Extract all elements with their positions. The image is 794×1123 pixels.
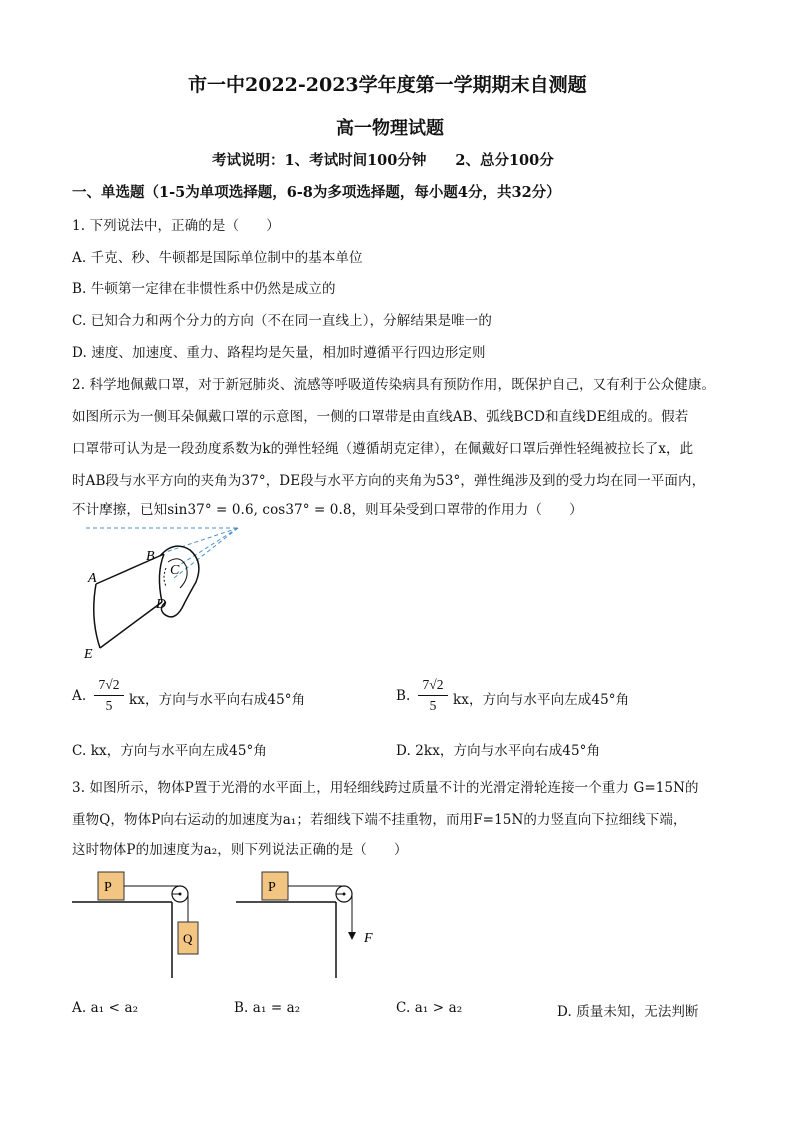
q2-option-a-label: A. — [72, 688, 87, 704]
q3-option-a: A. a₁ < a₂ — [72, 1000, 139, 1016]
q2-option-a-text: kx，方向与水平向右成45°角 — [129, 692, 306, 708]
label-a: A — [88, 571, 97, 586]
label-d: D — [156, 597, 167, 612]
ear-mask-figure — [78, 522, 258, 664]
q2-option-c: C. kx，方向与水平向左成45°角 — [72, 743, 267, 759]
q1-option-c: C. 已知合力和两个分力的方向（不在同一直线上），分解结果是唯一的 — [72, 313, 492, 329]
q2-line-5: 不计摩擦，已知sin37° = 0.6, cos37° = 0.8，则耳朵受到口罩带的作用力（ ） — [72, 502, 583, 518]
q2-option-b-fraction — [418, 677, 448, 714]
q1-option-b: B. 牛顿第一定律在非惯性系中仍然是成立的 — [72, 281, 336, 297]
q2-option-a-numerator: 7√2 — [98, 677, 120, 692]
q3-option-c: C. a₁ > a₂ — [396, 1000, 463, 1016]
q1-stem: 1. 下列说法中，正确的是（ ） — [72, 218, 280, 234]
q2-option-b-label: B. — [396, 688, 411, 704]
q3-line-2: 重物Q，物体P向右运动的加速度为a₁；若细线下端不挂重物，而用F=15N的力竖直向下拉细线下端， — [72, 812, 687, 828]
q3-line-3: 这时物体P的加速度为a₂，则下列说法正确的是（ ） — [72, 842, 408, 858]
block-q-label: Q — [183, 931, 193, 946]
label-c: C — [170, 563, 180, 578]
q2-option-a-denominator: 5 — [105, 698, 113, 713]
section-heading: 一、单选题（1-5为单项选择题，6-8为多项选择题，每小题4分，共32分） — [72, 184, 561, 201]
page-subtitle: 高一物理试题 — [336, 118, 444, 139]
q1-option-d: D. 速度、加速度、重力、路程均是矢量，相加时遵循平行四边形定则 — [72, 345, 486, 361]
page-title: 市一中2022-2023学年度第一学期期末自测题 — [188, 74, 587, 96]
pulley-figure-hanging-weight — [72, 870, 202, 982]
q2-line-4: 时AB段与水平方向的夹角为37°，DE段与水平方向的夹角为53°，弹性绳涉及到的受力均在同一平面内， — [72, 473, 706, 489]
block-p-label: P — [104, 880, 112, 895]
exam-note: 考试说明：1、考试时间100分钟 2、总分100分 — [212, 152, 554, 169]
force-f-label: F — [364, 931, 373, 946]
q2-line-3: 口罩带可认为是一段劲度系数为k的弹性轻绳（遵循胡克定律），在佩戴好口罩后弹性轻绳被拉长了x，此 — [72, 441, 694, 457]
q3-option-b: B. a₁ = a₂ — [234, 1000, 301, 1016]
q2-option-b-numerator: 7√2 — [422, 677, 444, 692]
q2-line-2: 如图所示为一侧耳朵佩戴口罩的示意图，一侧的口罩带是由直线AB、弧线BCD和直线DE组成的。假若 — [72, 409, 689, 425]
pulley-figure-applied-force — [236, 870, 386, 982]
q1-option-a: A. 千克、秒、牛顿都是国际单位制中的基本单位 — [72, 250, 363, 266]
q2-option-b-denominator: 5 — [429, 698, 437, 713]
label-e: E — [84, 647, 93, 662]
q3-option-d: D. 质量未知，无法判断 — [557, 1004, 699, 1020]
q3-line-1: 3. 如图所示，物体P置于光滑的水平面上，用轻细线跨过质量不计的光滑定滑轮连接一个重力 G=15N的 — [72, 780, 699, 796]
block-p2-label: P — [268, 880, 276, 895]
label-b: B — [146, 549, 155, 564]
q2-option-a-fraction — [94, 677, 124, 714]
q2-option-d: D. 2kx，方向与水平向右成45°角 — [396, 743, 601, 759]
q2-option-b-text: kx，方向与水平向左成45°角 — [453, 692, 630, 708]
q2-line-1: 2. 科学地佩戴口罩，对于新冠肺炎、流感等呼吸道传染病具有预防作用，既保护自己，又有利于公众健康。 — [72, 377, 716, 393]
